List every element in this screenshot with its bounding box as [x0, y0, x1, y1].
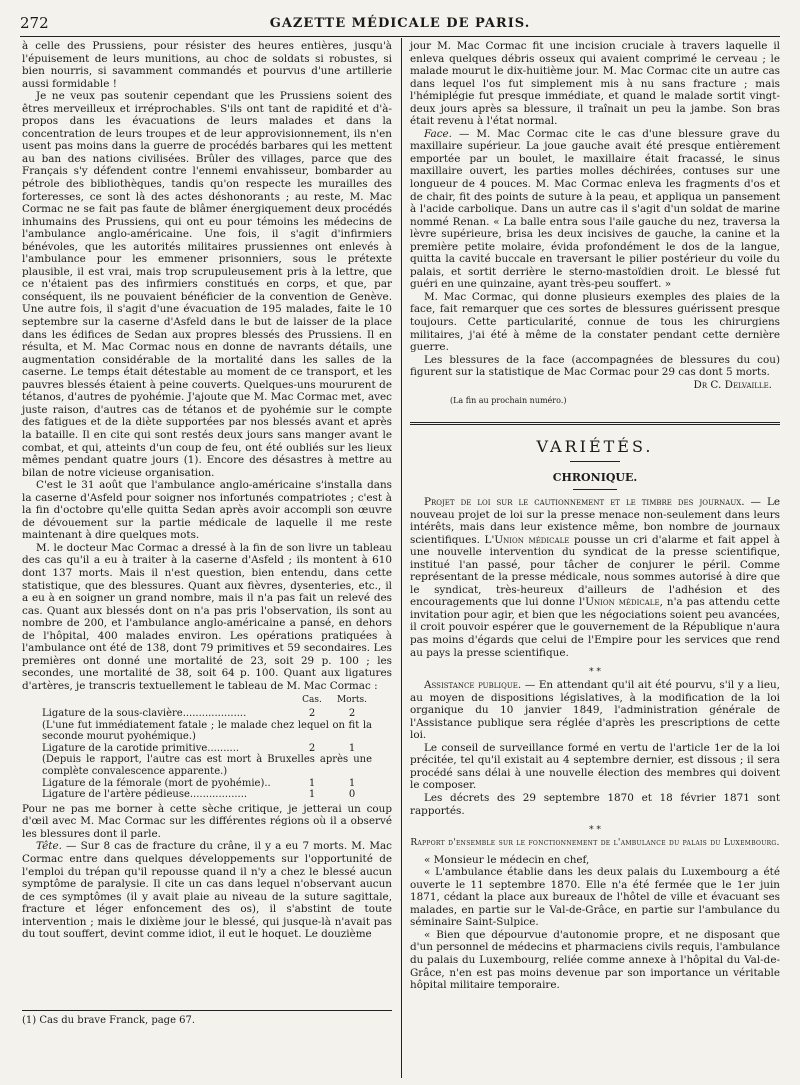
section-double-rule: [410, 422, 780, 425]
paragraph: [22, 840, 392, 940]
rapport-heading: Rapport d'ensemble sur le fonctionnement de l'ambulance du palais du Luxembourg.: [410, 838, 780, 849]
morts-value: 1: [348, 777, 356, 789]
col-header-cas: Cas.: [302, 695, 322, 706]
paragraph: C'est le 31 août que l'ambulance anglo-américaine s'installa dans la caserne d'Asfeld pour soigner nos infortunés compatriotes ; c'est à la fin d'octobre qu'elle quitta Sedan après avoir accompli son œuvre de dévouement sur la partie médicale de laquelle il me reste maintenant à dire quelques mots.: [22, 479, 392, 542]
paragraph: jour M. Mac Cormac fit une incision cruciale à travers laquelle il enleva quelques débris osseux qui avaient comprimé le cerveau ; le malade mourut le dix-huitième jour. M. Mac Cormac cite un autre cas dans lequel l'os fut simplement mis à nu sans fracture ; mais l'hémiplégie fut presque immédiate, et quand le malade sortit vingt-deux jours après sa blessure, il traînait un peu la jambe. Son bras était revenu à l'état normal.: [410, 40, 780, 128]
table-row: [42, 708, 372, 720]
paragraph: à celle des Prussiens, pour résister des heures entières, jusqu'à l'épuisement de leurs munitions, au choc de soldats si robustes, si bien nourris, si savamment commandés et pourvus d'une artillerie aussi formidable !: [22, 40, 392, 90]
left-column: [22, 40, 392, 941]
right-column: [410, 40, 780, 992]
journal-title: GAZETTE MÉDICALE DE PARIS.: [269, 16, 531, 31]
table-row: [42, 789, 372, 801]
tete-text: — Sur 8 cas de fracture du crâne, il y a eu 7 morts. M. Mac Cormac entre dans quelques développements sur l'opportunité de l'emploi du trépan qu'il repousse quand il n'y a chez le blessé aucun symptôme de paralysie. Il cite un cas dans lequel n'observant aucun de ces symptômes (il y avait plaie au niveau de la suture sagittale, fracture et léger enfoncement des os), il s'abstint de toute intervention ; mais le dixième jour le blessé, qui jusque-là n'avait pas du tout souffert, devint comme idiot, il eut le hoquet. Le douzième: [22, 840, 392, 941]
section-label-face: Face.: [424, 127, 452, 140]
section-label-tete: Tête.: [36, 840, 62, 853]
row-label: Ligature de l'artère pédieuse..................: [42, 789, 248, 801]
paragraph: Le conseil de surveillance formé en vertu de l'article 1er de la loi précitée, tel qu'il existait au 4 septembre dernier, est dissous ; il sera procédé sans délai à une nouvelle élection des membres qui doivent le composer.: [410, 741, 780, 792]
paragraph: Je ne veux pas soutenir cependant que les Prussiens soient des êtres merveilleux et irréprochables. S'ils ont tant de rapidité et d'à-propos dans les évacuations de leurs malades et dans la concentration de leurs troupes et de leur approvisionnement, ils n'en usent pas moins dans la guerre de procédés barbares qui les mettent au ban des nations civilisées. Brûler des villages, parce que des Français s'y défendent contre l'ennemi envahisseur, bombarder au pétrole des bibliothèques, tandis qu'on respecte les murailles des forteresses, ce sont là des actes déshonorants ; au reste, M. Mac Cormac ne se fait pas faute de blâmer énergiquement deux procédés inhumains des Prussiens, qui ont eu pour témoins les médecins de l'ambulance anglo-américaine. Une fois, il s'agit d'infirmiers bénévoles, que les autorités militaires prussiennes ont enlevés à l'ambulance pour les emmener prisonniers, sous le prétexte plausible, il est vrai, mais trop scrupuleusement pris à la lettre, que ce n'étaient pas des infirmiers constitués en corps, et que, par conséquent, ils ne pouvaient bénéficier de la convention de Genève. Une autre fois, il s'agit d'une évacuation de 195 malades, faite le 10 septembre sur la caserne d'Asfeld dans le but de laisser de la place dans les édifices de Sedan aux propres blessés des Prussiens. Il en résulta, et M. Mac Cormac nous en donne de navrants détails, une augmentation considérable de la mortalité dans les salles de la caserne. Le temps était détestable au moment de ce transport, et les pauvres blessés étaient à peine couverts. Quelques-uns moururent de tétanos, d'autres de pyohémie. J'ajoute que M. Mac Cormac met, avec juste raison, d'autres cas de tétanos et de pyohémie sur le compte des fatigues et de la diète supportées par nos blessés avant et après la bataille. Il en cite qui sont restés deux jours sans manger avant le combat, et qui, atteints d'un coup de feu, ont été oubliés sur les lieux mêmes pendant quatre jours (1). Encore des désastres à mettre au bilan de notre vicieuse organisation.: [22, 90, 392, 479]
union-medicale-ref: Union médicale: [585, 596, 660, 609]
row-label: Ligature de la fémorale (mort de pyohémie)..: [42, 777, 271, 789]
paragraph: M. le docteur Mac Cormac a dressé à la fin de son livre un tableau des cas qu'il a eu à traiter à la caserne d'Asfeld ; ils montent à 610 dont 137 morts. Mais il n'est question, bien entendu, dans cette statistique, que des blessures. Quant aux fièvres, dysenteries, etc., il a eu à en soigner un grand nombre, mais il n'a pas fait un relevé des cas. Quant aux blessés dont on n'a pas pris l'observation, ils sont au nombre de 200, et l'ambulance anglo-américaine a pansé, en dehors de l'hôpital, 400 malades environ. Les opérations pratiquées à l'ambulance ont été de 138, dont 79 primitives et 59 secondaires. Les premières ont donné une mortalité de 23, soit 29 p. 100 ; les secondes, une mortalité de 38, soit 64 p. 100. Quant aux ligatures d'artères, je transcris textuellement le tableau de M. Mac Cormac :: [22, 541, 392, 692]
paragraph: Les décrets des 29 septembre 1870 et 18 février 1871 sont rapportés.: [410, 791, 780, 817]
table-row: [42, 778, 372, 790]
cas-value: 2: [308, 708, 316, 720]
projet-text: , n'a pas attendu cette invitation pour agir, et bien que les négociations soient peu avancées, il croit pouvoir espérer que le gouvernement de la République n'aura pas moins d'égards que celui de l'Empire pour les services que rend au pays la presse scientifique.: [410, 596, 781, 659]
face-text: — M. Mac Cormac cite le cas d'une blessure grave du maxillaire supérieur. La joue gauche avait été presque entièrement emportée par un boulet, le maxillaire était fracassé, le sinus maxillaire ouvert, les parties molles déchirées, contuses sur une longueur de 4 pouces. M. Mac Cormac enleva les fragments d'os et de chair, fit des points de suture à la peau, et appliqua un pansement à l'acide carbolique. Dans un autre cas il s'agit d'un soldat de marine nommé Renan. « La balle entra sous l'aile gauche du nez, traversa la lèvre supérieure, brisa les deux incisives de gauche, la canine et la première petite molaire, évida profondément le dos de la langue, quitta la cavité buccale en traversant le pilier postérieur du voile du palais, et sortit derrière le sterno-mastoïdien droit. Le blessé fut guéri en une quinzaine, ayant très-peu souffert. »: [410, 127, 780, 291]
chronique-rule: [573, 489, 617, 490]
cas-value: 2: [308, 742, 316, 754]
cas-value: 1: [308, 777, 316, 789]
paragraph: [410, 128, 780, 291]
table-row: [42, 743, 372, 755]
paragraph: « Bien que dépourvue d'autonomie propre, et ne disposant que d'un personnel de médecins et pharmaciens civils requis, l'ambulance du palais du Luxembourg, reliée comme annexe à l'hôpital du Val-de-Grâce, n'en est pas moins devenue par son importance un véritable hôpital militaire temporaire.: [410, 928, 780, 992]
paragraph: Les blessures de la face (accompagnées de blessures du cou) figurent sur la statistique de Mac Cormac pour 29 cas dont 5 morts.: [410, 353, 780, 379]
row-note: (L'une fut immédiatement fatale ; le malade chez lequel on fit la seconde mourut pyohémique.): [42, 719, 372, 743]
page-header: [20, 14, 780, 36]
column-divider: [401, 38, 402, 1078]
assistance-text: — En attendant qu'il ait été pourvu, s'il y a lieu, au moyen de dispositions législatives, à la modification de la loi organique du 10 janvier 1849, l'administration générale de l'Assistance publique sera réglée d'après les prescriptions de cette loi.: [410, 679, 780, 742]
paragraph: « L'ambulance établie dans les deux palais du Luxembourg a été ouverte le 11 septembre 1870. Elle n'a été fermée que le 1er juin 1871, cédant la place aux bureaux de l'hôtel de ville et évacuant ses malades, en partie sur le Val-de-Grâce, en partie sur l'ambulance du séminaire Saint-Sulpice.: [410, 866, 780, 929]
separator-stars: ⁎ ⁎: [589, 822, 601, 833]
paragraph: [410, 496, 780, 659]
row-note: (Depuis le rapport, l'autre cas est mort à Bruxelles après une complète convalescence apparente.): [42, 754, 372, 777]
footnote: (1) Cas du brave Franck, page 67.: [22, 1010, 392, 1026]
projet-text: pousse un cri d'alarme et fait appel à une nouvelle intervention du syndicat de la presse scientifique, institué l'an passé, pour tâcher de conjurer le péril. Comme représentant de la presse médicale, nous sommes autorisé à dire que le syndicat, très-heureux d'ailleurs de l'adhésion et des encouragements que lui donne l': [410, 533, 780, 609]
projet-heading: Projet de loi sur le cautionnement et le timbre des journaux.: [424, 495, 745, 508]
cas-value: 1: [308, 789, 316, 801]
projet-text: — Le nouveau projet de loi sur la presse menace non-seulement dans leurs intérêts, mais dans leur existence même, bon nombre de journaux scientifiques. L': [410, 495, 781, 546]
title-rule: [570, 461, 620, 462]
morts-value: 1: [348, 742, 356, 754]
morts-value: 0: [348, 789, 356, 801]
varietes-title: VARIÉTÉS.: [536, 436, 654, 456]
ligature-table: [42, 694, 372, 800]
header-rule: [20, 36, 780, 37]
col-header-morts: Morts.: [336, 695, 368, 706]
chronique-title: CHRONIQUE.: [552, 471, 638, 485]
paragraph: Pour ne pas me borner à cette sèche critique, je jetterai un coup d'œil avec M. Mac Cormac sur les différentes régions où il a observé les blessures dont il parle.: [22, 802, 392, 840]
paragraph: « Monsieur le médecin en chef,: [424, 853, 590, 866]
separator-stars: ⁎ ⁎: [589, 664, 601, 675]
paragraph: M. Mac Cormac, qui donne plusieurs exemples des plaies de la face, fait remarquer que ces sortes de blessures guérissent presque toujours. Cette particularité, connue de tous les chirurgiens militaires, j'ai été à même de la constater pendant cette dernière guerre.: [410, 290, 780, 354]
assistance-heading: Assistance publique.: [424, 679, 522, 692]
morts-value: 2: [348, 708, 356, 720]
union-medicale-ref: Union médicale: [494, 533, 570, 546]
signature: Dr C. Delvaille.: [693, 378, 772, 391]
row-label: Ligature de la carotide primitive..........: [42, 742, 240, 754]
paragraph: [410, 679, 780, 742]
row-label: Ligature de la sous-clavière....................: [42, 708, 247, 720]
to-be-continued: (La fin au prochain numéro.): [450, 396, 567, 406]
page-number: 272: [20, 14, 49, 32]
